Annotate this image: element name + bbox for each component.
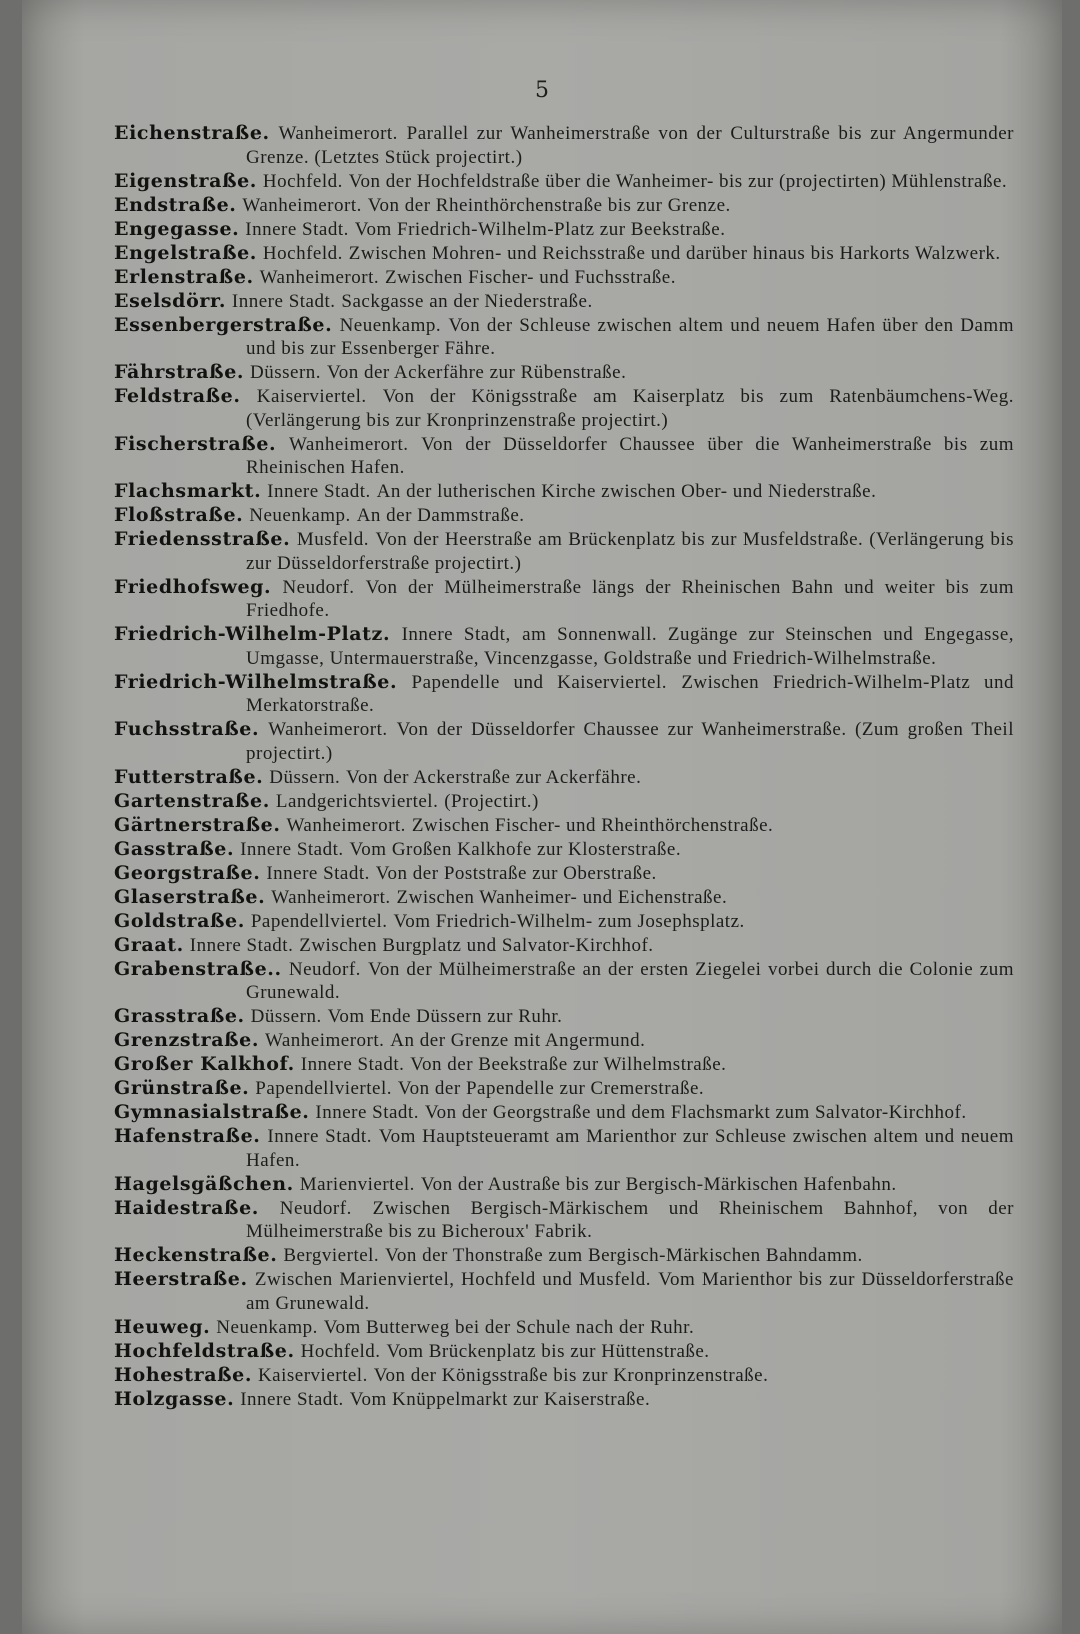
street-district: Musfeld. [296, 529, 369, 550]
street-description: Vom Großen Kalkhofe zur Klosterstraße. [349, 838, 682, 860]
street-name: Friedrich-Wilhelmstraße. [114, 670, 398, 693]
street-district: Wanheimerort. [268, 719, 388, 740]
street-description: Von der Georgstraße und dem Flachsmarkt zum Salvator-Kirchhof. [424, 1102, 967, 1123]
street-entry [114, 576, 1014, 623]
street-name: Fährstraße. [114, 361, 245, 383]
street-description: Vom Brückenplatz bis zur Hüttenstraße. [386, 1340, 710, 1362]
street-entry [114, 838, 1014, 862]
street-name: Engegasse. [114, 217, 240, 240]
street-district: Düssern. [250, 362, 322, 383]
street-name: Friedrich-Wilhelm-Platz. [114, 623, 391, 645]
street-entry [114, 718, 1014, 765]
street-district: Wanheimerort. [289, 433, 409, 455]
street-description: Sackgasse an der Niederstraße. [341, 290, 593, 312]
street-description: Vom Friedrich-Wilhelm- zum Josephsplatz. [393, 910, 745, 932]
street-description: Vom Knüppelmarkt zur Kaiserstraße. [349, 1388, 651, 1410]
street-district: Hochfeld. [262, 170, 343, 192]
street-district: Düssern. [269, 766, 341, 788]
street-name: Flachsmarkt. [114, 480, 262, 502]
street-description: Von der Beekstraße zur Wilhelmstraße. [410, 1054, 727, 1075]
street-entry [114, 958, 1014, 1005]
street-entry [114, 910, 1014, 934]
street-entry [114, 1101, 1014, 1125]
street-district: Hochfeld. [262, 242, 343, 264]
street-district: Innere Stadt. [240, 1388, 344, 1410]
street-description: Zwischen Wanheimer- und Eichenstraße. [396, 886, 728, 908]
street-entry [114, 266, 1014, 290]
street-entry [114, 290, 1014, 314]
street-district: Innere Stadt. [240, 838, 344, 860]
street-entry [114, 528, 1014, 575]
street-district: Neuenkamp. [249, 505, 351, 526]
street-entry [114, 1268, 1014, 1315]
street-entry [114, 194, 1014, 218]
street-name: Eigenstraße. [114, 169, 258, 192]
street-entry [114, 242, 1014, 266]
street-district: Wanheimerort. [242, 194, 362, 216]
street-entry [114, 1244, 1014, 1268]
street-name: Feldstraße. [114, 385, 241, 407]
street-description: Zwischen Mohren- und Reichsstraße und darüber hinaus bis Harkorts Walzwerk. [348, 242, 1001, 264]
street-district: Innere Stadt. [266, 862, 370, 884]
street-description: Zwischen Burgplatz und Salvator-Kirchhof. [299, 934, 654, 956]
street-district: Wanheimerort. [259, 266, 380, 288]
street-entry [114, 122, 1014, 169]
street-description: Vom Butterweg bei der Schule nach der Ruhr. [323, 1316, 695, 1338]
street-district: Neuenkamp. [216, 1316, 318, 1338]
street-description: am Sonnenwall. Zugänge zur Steinschen und Engegasse, Umgasse, Untermauerstraße, Vincenzgasse, Goldstraße und Friedrich-Wilhelmstraße. [246, 624, 1015, 669]
book-page [22, 0, 1062, 1634]
street-description: Von der Papendelle zur Cremerstraße. [397, 1078, 705, 1099]
street-name: Heckenstraße. [114, 1244, 278, 1266]
street-entry [114, 814, 1014, 838]
street-name: Georgstraße. [114, 861, 261, 884]
street-entry [114, 862, 1014, 886]
street-entry [114, 766, 1014, 790]
street-district: Hochfeld. [300, 1340, 381, 1362]
street-entry [114, 480, 1014, 504]
street-name: Grabenstraße.. [114, 957, 282, 980]
street-name: Futterstraße. [114, 765, 264, 788]
street-district: Landgerichtsviertel. [275, 790, 439, 812]
street-description: Von der Rheinthörchenstraße bis zur Grenze. [367, 194, 731, 216]
street-district: Zwischen Marienviertel, Hochfeld und Musfeld. [254, 1269, 651, 1290]
street-entry [114, 1173, 1014, 1197]
street-description: An der lutherischen Kirche zwischen Ober- und Niederstraße. [376, 481, 877, 502]
street-entry [114, 1388, 1014, 1412]
street-description: Von der Schleuse zwischen altem und neuem Hafen über den Damm und bis zur Essenberger Fähre. [246, 314, 1014, 359]
street-name: Friedensstraße. [114, 528, 291, 550]
street-entry [114, 361, 1014, 385]
street-district: Wanheimerort. [286, 814, 406, 836]
street-directory-list [114, 122, 1014, 1412]
street-description: Von der Poststraße zur Oberstraße. [375, 862, 657, 884]
street-description: Zwischen Fischer- und Rheinthörchenstraße. [411, 814, 774, 836]
street-entry [114, 1197, 1014, 1244]
street-description: Von der Mülheimerstraße längs der Rheinischen Bahn und weiter bis zum Friedhofe. [246, 576, 1015, 621]
street-name: Grasstraße. [114, 1005, 245, 1027]
street-description: An der Grenze mit Angermund. [390, 1030, 646, 1051]
street-district: Kaiserviertel. [257, 1364, 368, 1386]
street-district: Innere Stadt. [315, 1102, 419, 1123]
street-entry [114, 1053, 1014, 1077]
street-description: Von der Mülheimerstraße an der ersten Ziegelei vorbei durch die Colonie zum Grunewald. [246, 958, 1014, 1003]
street-description: Von der Düsseldorfer Chaussee zur Wanheimerstraße. (Zum großen Theil projectirt.) [246, 719, 1014, 764]
street-entry [114, 1340, 1014, 1364]
street-description: Von der Ackerfähre zur Rübenstraße. [326, 362, 627, 383]
street-district: Wanheimerort. [278, 123, 398, 144]
street-district: Innere Stadt. [189, 934, 294, 956]
street-entry [114, 1077, 1014, 1101]
street-district: Wanheimerort. [264, 1030, 385, 1051]
street-description: Von der Ackerstraße zur Ackerfähre. [346, 766, 642, 788]
street-district: Kaiserviertel. [256, 386, 367, 407]
street-district: Innere Stadt. [231, 290, 336, 312]
street-entry [114, 433, 1014, 480]
street-description: (Projectirt.) [444, 790, 539, 812]
street-district: Neudorf. [282, 576, 355, 598]
street-district: Neudorf. [279, 1197, 352, 1219]
street-name: Eichenstraße. [114, 122, 270, 144]
street-district: Innere Stadt, [401, 624, 511, 645]
street-entry [114, 790, 1014, 814]
street-district: Marienviertel. [299, 1173, 415, 1195]
street-entry [114, 1364, 1014, 1388]
street-description: An der Dammstraße. [356, 505, 525, 526]
street-entry [114, 385, 1014, 432]
street-description: Zwischen Friedrich-Wilhelm-Platz und Merkatorstraße. [246, 671, 1014, 716]
street-description: Von der Hochfeldstraße über die Wanheimer- bis zur (projectirten) Mühlenstraße. [348, 170, 1008, 192]
street-district: Bergviertel. [283, 1245, 380, 1266]
street-name: Hafenstraße. [114, 1125, 261, 1147]
street-district: Innere Stadt. [267, 1126, 372, 1147]
street-description: Parallel zur Wanheimerstraße von der Culturstraße bis zur Angermunder Grenze. (Letztes Stück projectirt.) [246, 123, 1015, 168]
street-name: Heuweg. [114, 1315, 211, 1338]
street-name: Grünstraße. [114, 1077, 250, 1099]
street-name: Gymnasialstraße. [114, 1101, 310, 1123]
street-name: Holzgasse. [114, 1387, 235, 1410]
street-name: Grenzstraße. [114, 1029, 260, 1051]
street-name: Floßstraße. [114, 504, 244, 526]
street-name: Gasstraße. [114, 837, 235, 860]
street-description: Von der Thonstraße zum Bergisch-Märkischen Bahndamm. [385, 1245, 863, 1266]
street-description: Vom Marienthor bis zur Düsseldorferstraße am Grunewald. [246, 1269, 1014, 1314]
street-description: Von der Düsseldorfer Chaussee über die Wanheimerstraße bis zum Rheinischen Hafen. [246, 433, 1014, 478]
street-entry [114, 1125, 1014, 1172]
street-description: Zwischen Fischer- und Fuchsstraße. [384, 266, 676, 288]
street-name: Großer Kalkhof. [114, 1053, 295, 1075]
street-name: Endstraße. [114, 193, 237, 216]
street-name: Erlenstraße. [114, 265, 254, 288]
street-description: Von der Heerstraße am Brückenplatz bis zur Musfeldstraße. (Verlängerung bis zur Düsseldorferstraße projectirt.) [246, 529, 1014, 574]
street-name: Heerstraße. [114, 1268, 248, 1290]
street-name: Gärtnerstraße. [114, 813, 281, 836]
street-entry [114, 314, 1014, 361]
street-name: Fischerstraße. [114, 432, 277, 455]
street-name: Friedhofsweg. [114, 575, 272, 598]
street-entry [114, 1029, 1014, 1053]
street-entry [114, 504, 1014, 528]
street-description: Vom Friedrich-Wilhelm-Platz zur Beekstraße. [354, 218, 726, 240]
street-entry [114, 1005, 1014, 1029]
street-entry [114, 1316, 1014, 1340]
street-name: Glaserstraße. [114, 885, 266, 908]
street-name: Haidestraße. [114, 1196, 259, 1219]
street-name: Engelstraße. [114, 241, 258, 264]
street-entry [114, 671, 1014, 718]
street-name: Essenbergerstraße. [114, 313, 333, 336]
street-entry [114, 886, 1014, 910]
page-number: 5 [535, 78, 549, 103]
street-name: Fuchsstraße. [114, 718, 260, 740]
street-district: Innere Stadt. [267, 481, 371, 502]
street-entry [114, 170, 1014, 194]
street-entry [114, 218, 1014, 242]
street-district: Innere Stadt. [300, 1054, 405, 1075]
street-description: Von der Königsstraße bis zur Kronprinzenstraße. [373, 1364, 769, 1386]
street-description: Vom Hauptsteueramt am Marienthor zur Schleuse zwischen altem und neuem Hafen. [246, 1126, 1014, 1171]
street-district: Neuenkamp. [339, 314, 442, 336]
street-district: Papendellviertel. [255, 1078, 393, 1099]
street-district: Wanheimerort. [271, 886, 391, 908]
street-district: Innere Stadt. [245, 218, 349, 240]
street-description: Von der Königsstraße am Kaiserplatz bis zum Ratenbäumchens-Weg. (Verlängerung bis zur Kronprinzenstraße projectirt.) [246, 386, 1014, 431]
street-description: Von der Austraße bis zur Bergisch-Märkischen Hafenbahn. [420, 1173, 897, 1195]
street-entry [114, 934, 1014, 958]
street-district: Neudorf. [288, 958, 361, 980]
street-entry [114, 623, 1014, 670]
street-district: Papendellviertel. [250, 910, 388, 932]
street-name: Gartenstraße. [114, 789, 270, 812]
street-description: Zwischen Bergisch-Märkischem und Rheinischem Bahnhof, von der Mülheimerstraße bis zu Bicheroux' Fabrik. [246, 1197, 1014, 1242]
street-district: Düssern. [250, 1006, 322, 1027]
street-description: Vom Ende Düssern zur Ruhr. [327, 1006, 563, 1027]
street-name: Goldstraße. [114, 909, 245, 932]
street-name: Eselsdörr. [114, 289, 227, 312]
street-name: Hohestraße. [114, 1363, 253, 1386]
street-name: Graat. [114, 933, 184, 956]
street-name: Hagelsgäßchen. [114, 1172, 294, 1195]
street-name: Hochfeldstraße. [114, 1339, 295, 1362]
street-district: Papendelle und Kaiserviertel. [411, 671, 668, 693]
